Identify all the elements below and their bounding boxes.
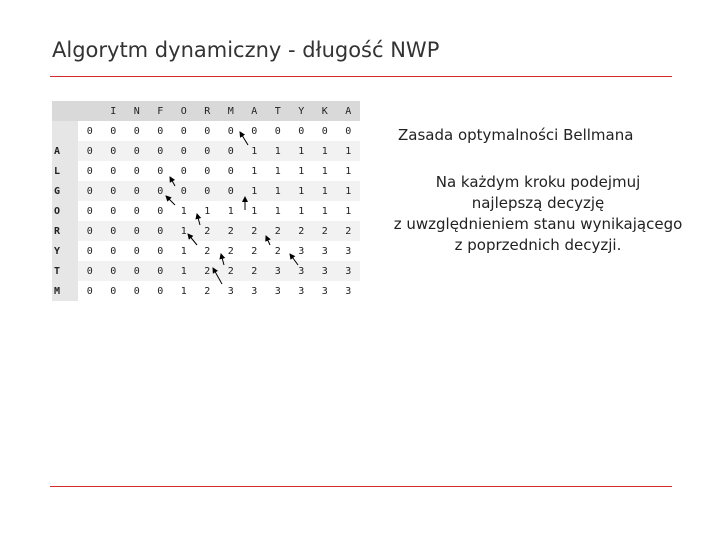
table-cell: 0 bbox=[172, 161, 196, 181]
table-cell: 1 bbox=[172, 241, 196, 261]
table-cell: 0 bbox=[149, 161, 173, 181]
table-cell: 1 bbox=[337, 141, 361, 161]
table-cell: 3 bbox=[337, 261, 361, 281]
description-line: najlepszą decyzję bbox=[471, 194, 605, 212]
table-cell: 0 bbox=[172, 121, 196, 141]
header-cell bbox=[78, 101, 102, 121]
table-cell: 1 bbox=[290, 181, 314, 201]
table-cell: 0 bbox=[102, 201, 126, 221]
table-cell: 2 bbox=[219, 241, 243, 261]
header-cell: N bbox=[125, 101, 149, 121]
table-cell: 0 bbox=[149, 201, 173, 221]
table-row bbox=[52, 261, 360, 281]
table-cell: 2 bbox=[337, 221, 361, 241]
table-cell: 0 bbox=[78, 141, 102, 161]
table-cell: 0 bbox=[149, 181, 173, 201]
table-cell: 1 bbox=[243, 141, 267, 161]
row-label-cell: A bbox=[52, 141, 78, 161]
table-cell: 1 bbox=[266, 181, 290, 201]
table-cell: 1 bbox=[172, 281, 196, 301]
table-cell: 0 bbox=[149, 261, 173, 281]
table-cell: 2 bbox=[243, 241, 267, 261]
table-row bbox=[52, 161, 360, 181]
header-cell: R bbox=[196, 101, 220, 121]
table-cell: 0 bbox=[219, 141, 243, 161]
table-cell: 0 bbox=[125, 181, 149, 201]
table-cell: 1 bbox=[313, 201, 337, 221]
table-cell: 3 bbox=[290, 261, 314, 281]
bellman-description bbox=[362, 172, 714, 256]
table-cell: 0 bbox=[172, 141, 196, 161]
table-cell: 0 bbox=[102, 241, 126, 261]
table-cell: 0 bbox=[219, 181, 243, 201]
table-cell: 0 bbox=[125, 261, 149, 281]
table-cell: 0 bbox=[196, 121, 220, 141]
table-cell: 0 bbox=[125, 141, 149, 161]
row-label-cell: R bbox=[52, 221, 78, 241]
table-cell: 1 bbox=[313, 161, 337, 181]
table-cell: 1 bbox=[243, 201, 267, 221]
table-cell: 0 bbox=[149, 121, 173, 141]
table-cell: 0 bbox=[78, 161, 102, 181]
table-cell: 1 bbox=[243, 181, 267, 201]
table-cell: 0 bbox=[219, 121, 243, 141]
table-cell: 0 bbox=[102, 281, 126, 301]
lcs-dp-table bbox=[52, 101, 360, 301]
table-cell: 0 bbox=[102, 121, 126, 141]
table-cell: 2 bbox=[196, 241, 220, 261]
table-cell: 3 bbox=[313, 261, 337, 281]
table-cell: 0 bbox=[78, 281, 102, 301]
table-cell: 0 bbox=[125, 161, 149, 181]
table-cell: 0 bbox=[313, 121, 337, 141]
description-line: z poprzednich decyzji. bbox=[454, 236, 622, 254]
table-cell: 0 bbox=[337, 121, 361, 141]
table-cell: 3 bbox=[243, 281, 267, 301]
table-cell: 2 bbox=[196, 261, 220, 281]
table-cell: 0 bbox=[149, 241, 173, 261]
table-cell: 0 bbox=[125, 121, 149, 141]
table-cell: 1 bbox=[313, 141, 337, 161]
table-cell: 0 bbox=[243, 121, 267, 141]
table-row bbox=[52, 141, 360, 161]
table-cell: 2 bbox=[313, 221, 337, 241]
table-cell: 2 bbox=[266, 221, 290, 241]
table-cell: 2 bbox=[243, 261, 267, 281]
table-cell: 0 bbox=[196, 181, 220, 201]
row-label-cell bbox=[52, 121, 78, 141]
table-cell: 2 bbox=[266, 241, 290, 261]
table-cell: 1 bbox=[172, 221, 196, 241]
table-cell: 1 bbox=[219, 201, 243, 221]
table-cell: 0 bbox=[149, 221, 173, 241]
table-cell: 0 bbox=[290, 121, 314, 141]
table-cell: 2 bbox=[243, 221, 267, 241]
table-cell: 0 bbox=[125, 221, 149, 241]
slide-title: Algorytm dynamiczny - długość NWP bbox=[52, 38, 440, 62]
header-cell: O bbox=[172, 101, 196, 121]
description-line: Na każdym kroku podejmuj bbox=[435, 173, 641, 191]
header-cell: Y bbox=[290, 101, 314, 121]
table-cell: 1 bbox=[266, 161, 290, 181]
table-cell: 1 bbox=[337, 181, 361, 201]
row-label-cell: M bbox=[52, 281, 78, 301]
table-cell: 0 bbox=[78, 201, 102, 221]
table-cell: 1 bbox=[266, 141, 290, 161]
table-cell: 2 bbox=[219, 221, 243, 241]
table-cell: 0 bbox=[219, 161, 243, 181]
table-cell: 3 bbox=[337, 281, 361, 301]
title-divider bbox=[50, 76, 672, 77]
table-cell: 0 bbox=[78, 121, 102, 141]
footer-divider bbox=[50, 486, 672, 487]
header-corner-cell bbox=[52, 101, 78, 121]
table-row bbox=[52, 201, 360, 221]
table-cell: 0 bbox=[102, 261, 126, 281]
table-cell: 1 bbox=[337, 161, 361, 181]
table-cell: 0 bbox=[102, 161, 126, 181]
table-cell: 0 bbox=[125, 201, 149, 221]
row-label-cell: L bbox=[52, 161, 78, 181]
header-cell: I bbox=[102, 101, 126, 121]
table-row bbox=[52, 241, 360, 261]
table-cell: 3 bbox=[290, 281, 314, 301]
table-cell: 0 bbox=[196, 161, 220, 181]
table-cell: 0 bbox=[266, 121, 290, 141]
table-cell: 0 bbox=[78, 221, 102, 241]
table-cell: 0 bbox=[78, 241, 102, 261]
table-cell: 0 bbox=[78, 261, 102, 281]
row-label-cell: T bbox=[52, 261, 78, 281]
header-cell: K bbox=[313, 101, 337, 121]
table-header-row bbox=[52, 101, 360, 121]
row-label-cell: G bbox=[52, 181, 78, 201]
header-cell: A bbox=[337, 101, 361, 121]
table-cell: 1 bbox=[196, 201, 220, 221]
header-cell: T bbox=[266, 101, 290, 121]
table-cell: 1 bbox=[290, 161, 314, 181]
table-cell: 0 bbox=[125, 241, 149, 261]
table-cell: 3 bbox=[313, 241, 337, 261]
table-cell: 0 bbox=[149, 281, 173, 301]
table-row bbox=[52, 121, 360, 141]
table-cell: 0 bbox=[172, 181, 196, 201]
table-cell: 1 bbox=[290, 201, 314, 221]
table-row bbox=[52, 221, 360, 241]
table-cell: 1 bbox=[337, 201, 361, 221]
table-cell: 1 bbox=[172, 201, 196, 221]
table-cell: 3 bbox=[266, 261, 290, 281]
table-cell: 2 bbox=[196, 221, 220, 241]
table-cell: 0 bbox=[102, 181, 126, 201]
header-cell: M bbox=[219, 101, 243, 121]
table-cell: 2 bbox=[290, 221, 314, 241]
bellman-principle-heading: Zasada optymalności Bellmana bbox=[398, 126, 634, 144]
table-cell: 1 bbox=[172, 261, 196, 281]
table-cell: 0 bbox=[125, 281, 149, 301]
table-cell: 0 bbox=[102, 221, 126, 241]
table-cell: 1 bbox=[243, 161, 267, 181]
description-line: z uwzględnieniem stanu wynikającego bbox=[393, 215, 683, 233]
table-cell: 2 bbox=[219, 261, 243, 281]
table-cell: 1 bbox=[266, 201, 290, 221]
table-row bbox=[52, 281, 360, 301]
table-cell: 0 bbox=[196, 141, 220, 161]
table-cell: 0 bbox=[149, 141, 173, 161]
header-cell: A bbox=[243, 101, 267, 121]
row-label-cell: Y bbox=[52, 241, 78, 261]
table-cell: 1 bbox=[313, 181, 337, 201]
table-row bbox=[52, 181, 360, 201]
table-cell: 2 bbox=[196, 281, 220, 301]
table-cell: 3 bbox=[313, 281, 337, 301]
table-cell: 3 bbox=[337, 241, 361, 261]
table-cell: 0 bbox=[102, 141, 126, 161]
table-cell: 3 bbox=[266, 281, 290, 301]
table-cell: 3 bbox=[290, 241, 314, 261]
row-label-cell: O bbox=[52, 201, 78, 221]
header-cell: F bbox=[149, 101, 173, 121]
table-cell: 1 bbox=[290, 141, 314, 161]
table-cell: 0 bbox=[78, 181, 102, 201]
table-cell: 3 bbox=[219, 281, 243, 301]
